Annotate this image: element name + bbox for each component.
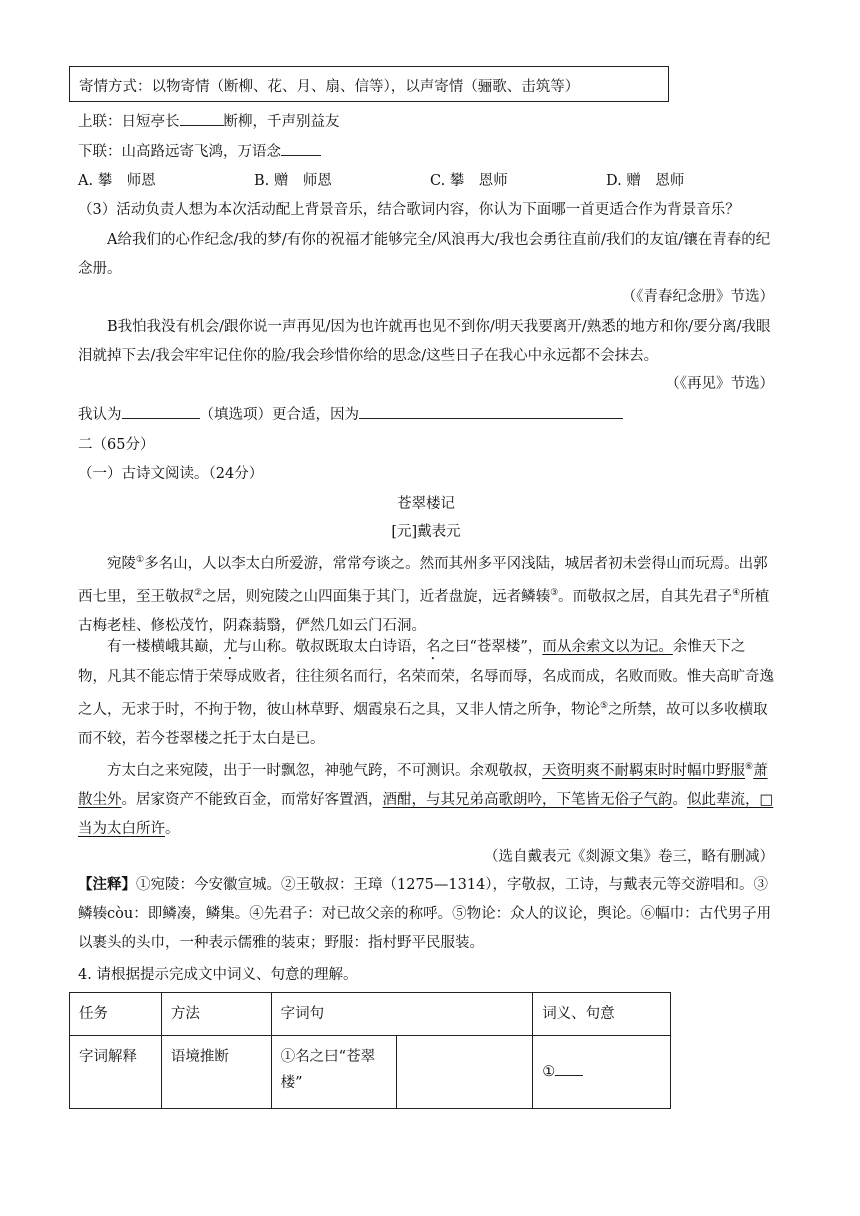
option-d[interactable]: D. 赠 恩师: [606, 173, 685, 189]
poem-author: [元]戴表元: [391, 524, 461, 540]
cell-phrase: ①名之曰“苍翠楼”: [271, 1036, 397, 1109]
blank-upper[interactable]: [180, 111, 224, 126]
song-b-lyrics: B我怕我没有机会/跟你说一声再见/因为也许就再也见不到你/明天我要离开/熟悉的地方和你/要分离/我眼泪就掉下去/我会牢牢记住你的脸/我会珍惜你给的思念/这些日子在我心中永远都不会抹去。: [78, 319, 771, 364]
underlined-sentence-1: 而从余索文以为记。: [542, 639, 673, 655]
notes: [78, 870, 774, 958]
cell-extra: [397, 1036, 533, 1109]
header-task: 任务: [70, 993, 162, 1036]
cell-answer[interactable]: ①: [533, 1036, 671, 1109]
table-row: [70, 1036, 671, 1109]
underlined-sentence-4: 酒酣，与其兄弟高歌朗吟，下笔皆无俗子气韵: [382, 792, 673, 808]
poem-source: （选自戴表元《剡源文集》卷三，略有删减）: [484, 849, 774, 865]
option-b[interactable]: B. 赠 师恩: [254, 173, 332, 189]
answer-line: 我认为 （填选项）更合适，因为: [78, 403, 623, 424]
underlined-sentence-2: 天资明爽不耐羁束时时幅巾野服: [542, 763, 745, 779]
table-header-row: [70, 993, 671, 1036]
header-phrase: 字词句: [271, 993, 533, 1036]
task-table: [69, 992, 671, 1109]
couplet-lower: 下联：山高路远寄飞鸿，万语念: [78, 140, 321, 161]
question-3: （3）活动负责人想为本次活动配上背景音乐，结合歌词内容，你认为下面哪一首更适合作为背景音乐？: [78, 202, 740, 218]
subsection-1-heading: （一）古诗文阅读。（24分）: [78, 466, 264, 482]
poem-title: 苍翠楼记: [397, 496, 455, 512]
underlined-sentence-3: 萧散尘外: [78, 763, 768, 808]
notes-text: ①宛陵：今安徽宣城。②王敬叔：王璋（1275—1314），字敬叔，工诗，与戴表元等交游唱和。③鳞辏còu：即鳞凑，鳞集。④先君子：对已故父亲的称呼。⑤物论：众人的议论，舆论。⑥幅巾：古代男子用以裹头的头巾，一种表示儒雅的装束；野服：指村野平民服装。: [78, 877, 772, 951]
cell-task: 字词解释: [70, 1036, 162, 1109]
blank-reason[interactable]: [359, 404, 623, 419]
poem-paragraph-3: 方太白之来宛陵，出于一时飘忽，神驰气跨，不可测识。余观敬叔，天资明爽不耐羁束时时幅巾野服⑥萧散尘外。居家资产不能致百金，而常好客置酒，酒酣，与其兄弟高歌朗吟，下笔皆无俗子气韵。似此辈流，□当为太白所许。: [78, 762, 774, 837]
header-meaning: 词义、句意: [533, 993, 671, 1036]
blank-choice[interactable]: [122, 404, 200, 419]
method-box: [69, 66, 669, 102]
blank-answer-1[interactable]: [555, 1061, 583, 1076]
notes-label: 【注释】: [78, 876, 136, 893]
poem-paragraph-1: 宛陵①多名山，人以李太白所爱游，常常夸谈之。然而其州多平冈浅陆，城居者初未尝得山而玩焉。出郭西七里，至王敬叔②之居，则宛陵之山四面集于其门，近者盘旋，远者鳞辏③。而敬叔之居，自其先君子④所植古梅老桂、修松茂竹，阴森蓊翳，俨然几如云门石洞。: [78, 555, 770, 634]
emphasis-ming: 名: [426, 639, 441, 655]
poem-paragraph-2: 有一楼横峨其巅，尤与山称。敬叔既取太白诗语，名之曰“苍翠楼”，而从余索文以为记。余惟天下之物，凡其不能忘情于荣辱成败者，往往须名而行，名荣而荣，名辱而辱，名成而成，名败而败。惟夫高旷奇逸之人，无求于时，不拘于物，彼山林草野、烟霞泉石之具，又非人情之所争，物论⑤之所禁，故可以多收横取而不较，若今苍翠楼之托于太白是已。: [78, 639, 774, 747]
couplet-upper: 上联：日短亭长 断柳，千声别益友: [78, 110, 340, 131]
song-a-lyrics: A给我们的心作纪念/我的梦/有你的祝福才能够完全/风浪再大/我也会勇往直前/我们的友谊/镶在青春的纪念册。: [78, 232, 771, 277]
cell-method: 语境推断: [161, 1036, 271, 1109]
header-method: 方法: [161, 993, 271, 1036]
song-b-source: （《再见》节选）: [665, 376, 774, 392]
emphasis-you: 尤: [223, 639, 238, 655]
question-4: 4. 请根据提示完成文中词义、句意的理解。: [78, 967, 358, 983]
song-a-source: （《青春纪念册》节选）: [621, 289, 774, 305]
option-a[interactable]: A. 攀 师恩: [78, 173, 156, 189]
option-c[interactable]: C. 攀 恩师: [430, 173, 508, 189]
blank-lower[interactable]: [281, 141, 321, 156]
method-box-text: 寄情方式：以物寄情（断柳、花、月、扇、信等），以声寄情（骊歌、击筑等）: [79, 79, 580, 95]
underlined-sentence-5: 似此辈流，□当为太白所许: [78, 792, 774, 837]
section-2-heading: 二（65分）: [78, 437, 155, 453]
